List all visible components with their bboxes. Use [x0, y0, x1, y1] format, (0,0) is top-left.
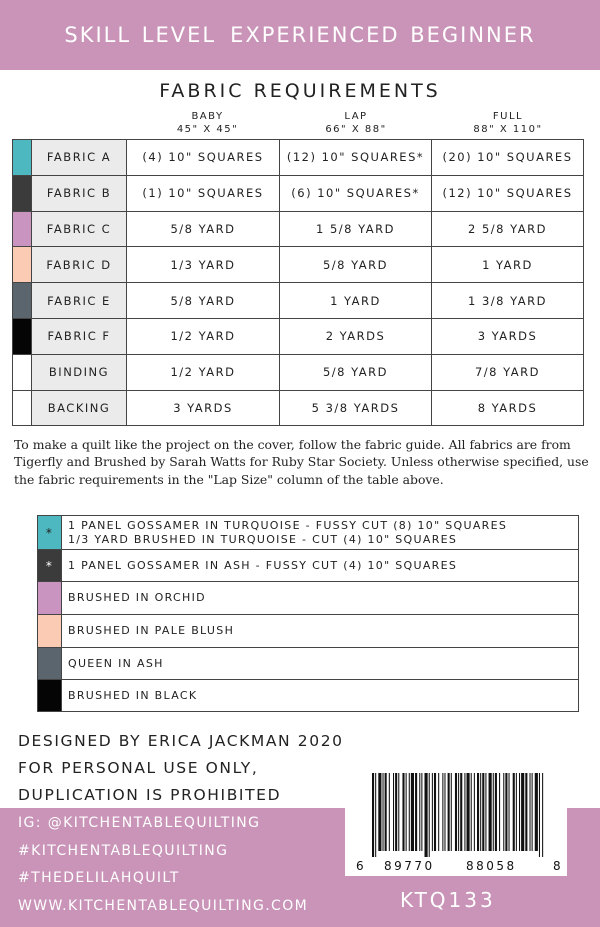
barcode-bar	[448, 773, 450, 851]
barcode-bar	[419, 773, 420, 851]
fabric-swatch	[13, 318, 32, 354]
barcode-bar	[372, 773, 374, 857]
lap-amount: 2 YARDS	[280, 318, 432, 354]
barcode-bar	[378, 773, 381, 851]
usage-line: FOR PERSONAL USE ONLY,	[18, 759, 259, 777]
barcode-bar	[499, 773, 500, 851]
barcode-bar	[406, 773, 407, 851]
barcode-digit-check: 8	[553, 859, 564, 873]
column-header-full	[432, 110, 584, 136]
barcode-bar	[432, 773, 433, 851]
fabric-description-line: 1/3 YARD BRUSHED IN TURQUOISE - CUT (4) 10" SQUARES	[68, 532, 458, 546]
barcode-bar	[485, 773, 486, 851]
barcode-bar	[539, 773, 540, 857]
fabric-description	[62, 516, 579, 550]
duplication-line: DUPLICATION IS PROHIBITED	[18, 786, 282, 804]
baby-amount: 5/8 YARD	[127, 211, 280, 247]
barcode-bar	[532, 773, 533, 851]
fabric-swatch	[38, 615, 62, 648]
full-amount: 3 YARDS	[432, 318, 584, 354]
fabric-requirements-title: FABRIC REQUIREMENTS	[159, 80, 441, 102]
fabric-label: BINDING	[32, 354, 127, 390]
barcode-bar	[467, 773, 470, 851]
fabric-guide-paragraph: To make a quilt like the project on the cover, follow the fabric guide. All fabrics are from Tigerfly and Brushed by Sarah Watts for Ruby Star Society. Unless otherwise specified, use the fabric requirements in the "Lap Size" column of the table above.	[14, 437, 589, 487]
designer-credits	[18, 728, 344, 809]
lap-amount: 5/8 YARD	[280, 247, 432, 283]
barcode-bar	[513, 773, 515, 851]
full-amount: 1 YARD	[432, 247, 584, 283]
column-header-baby	[131, 110, 284, 136]
fabric-label: FABRIC C	[32, 211, 127, 247]
barcode-bar	[464, 773, 465, 851]
baby-amount: 1/2 YARD	[127, 354, 280, 390]
baby-amount: (1) 10" SQUARES	[127, 175, 280, 211]
baby-amount: 3 YARDS	[127, 390, 280, 426]
barcode-bar	[383, 773, 384, 851]
barcode-bar	[503, 773, 504, 851]
barcode-bar	[389, 773, 390, 851]
hashtag-delilah: #THEDELILAHQUILT	[18, 870, 180, 886]
barcode-bar	[505, 773, 507, 851]
fabric-swatch	[38, 648, 62, 680]
fabric-description-line: QUEEN IN ASH	[68, 656, 164, 670]
lap-amount: (6) 10" SQUARES*	[280, 175, 432, 211]
barcode-bar	[495, 773, 497, 851]
barcode-digit-group-right: 88058	[466, 859, 517, 873]
column-header-lap	[280, 110, 432, 136]
requirement-row	[13, 175, 584, 211]
column-name: BABY	[191, 111, 224, 122]
skill-level-banner	[0, 0, 600, 70]
fabric-key-row	[38, 680, 579, 712]
barcode-bar	[429, 773, 430, 857]
barcode-bar	[385, 773, 387, 851]
full-amount: 7/8 YARD	[432, 354, 584, 390]
fabric-description	[62, 550, 579, 582]
website-link: WWW.KITCHENTABLEQUILTING.COM	[18, 897, 309, 914]
fabric-label: FABRIC F	[32, 318, 127, 354]
barcode-bar	[393, 773, 394, 851]
barcode-bar	[402, 773, 404, 851]
barcode-bar	[509, 773, 510, 851]
fabric-swatch	[13, 175, 32, 211]
barcode-bar	[444, 773, 445, 851]
lap-amount: (12) 10" SQUARES*	[280, 140, 432, 176]
product-code: KTQ133	[400, 888, 496, 912]
barcode-bar	[425, 773, 428, 857]
fabric-key-row	[38, 516, 579, 550]
barcode-bar	[525, 773, 527, 851]
barcode-bar	[493, 773, 494, 851]
barcode-bar	[442, 773, 443, 851]
requirement-row	[13, 140, 584, 176]
full-amount: 8 YARDS	[432, 390, 584, 426]
fabric-requirements-table	[12, 139, 584, 426]
barcode-bar	[516, 773, 517, 851]
column-size: 88" X 110"	[473, 124, 543, 135]
fabric-key-row	[38, 582, 579, 615]
column-name: LAP	[344, 111, 368, 122]
requirement-row	[13, 211, 584, 247]
baby-amount: 5/8 YARD	[127, 283, 280, 319]
fabric-swatch	[13, 354, 32, 390]
barcode-bar	[474, 773, 475, 851]
requirement-row	[13, 247, 584, 283]
full-amount: (12) 10" SQUARES	[432, 175, 584, 211]
fabric-description-line: 1 PANEL GOSSAMER IN ASH - FUSSY CUT (4) 10" SQUARES	[68, 558, 458, 572]
fabric-description	[62, 680, 579, 712]
fabric-swatch	[13, 140, 32, 176]
barcode-bar	[530, 773, 531, 851]
fabric-key-table	[37, 515, 579, 712]
fabric-description-line: 1 PANEL GOSSAMER IN TURQUOISE - FUSSY CUT (8) 10" SQUARES	[68, 518, 508, 532]
fabric-label: FABRIC B	[32, 175, 127, 211]
full-amount: 1 3/8 YARD	[432, 283, 584, 319]
lap-amount: 5/8 YARD	[280, 354, 432, 390]
fabric-key-row	[38, 550, 579, 582]
lap-amount: 5 3/8 YARDS	[280, 390, 432, 426]
barcode-digit-group-left: 89770	[384, 859, 435, 873]
skill-level-label: SKILL LEVEL	[64, 23, 217, 47]
fabric-swatch	[13, 247, 32, 283]
fabric-key-row	[38, 648, 579, 680]
barcode-bar	[398, 773, 399, 851]
barcode-bar	[460, 773, 462, 851]
barcode-bar	[415, 773, 417, 851]
fabric-label: FABRIC A	[32, 140, 127, 176]
barcode-bar	[451, 773, 452, 851]
barcode-bar	[480, 773, 481, 851]
barcode-bar	[521, 773, 524, 851]
barcode-bar	[489, 773, 492, 851]
baby-amount: 1/2 YARD	[127, 318, 280, 354]
barcode-bar	[411, 773, 414, 851]
barcode-digit-lead: 6	[356, 859, 367, 873]
fabric-swatch	[38, 582, 62, 615]
barcode-bar	[409, 773, 410, 851]
fabric-swatch	[13, 390, 32, 426]
fabric-description-line: BRUSHED IN BLACK	[68, 688, 198, 702]
skill-level-value: EXPERIENCED BEGINNER	[230, 23, 536, 47]
requirement-row	[13, 283, 584, 319]
barcode-bar	[421, 773, 422, 851]
fabric-key-row	[38, 615, 579, 648]
fabric-swatch	[13, 283, 32, 319]
column-size: 45" X 45"	[176, 124, 239, 135]
full-amount: (20) 10" SQUARES	[432, 140, 584, 176]
requirement-row	[13, 354, 584, 390]
fabric-swatch: *	[38, 516, 62, 550]
hashtag-kitchentable: #KITCHENTABLEQUILTING	[18, 842, 229, 859]
requirement-row	[13, 390, 584, 426]
fabric-description	[62, 615, 579, 648]
instagram-handle: IG: @KITCHENTABLEQUILTING	[18, 815, 261, 831]
barcode-bar	[477, 773, 479, 851]
fabric-description	[62, 648, 579, 680]
barcode-bar	[395, 773, 397, 851]
fabric-label: FABRIC E	[32, 283, 127, 319]
column-name: FULL	[492, 111, 524, 122]
barcode-bar	[535, 773, 538, 851]
fabric-description	[62, 582, 579, 615]
lap-amount: 1 YARD	[280, 283, 432, 319]
barcode-icon	[372, 773, 547, 857]
barcode-bar	[455, 773, 457, 851]
barcode-bar	[434, 773, 436, 851]
barcode-bar	[519, 773, 520, 851]
full-amount: 2 5/8 YARD	[432, 211, 584, 247]
fabric-label: FABRIC D	[32, 247, 127, 283]
barcode-bar	[375, 773, 376, 857]
footer-links	[18, 810, 308, 920]
fabric-description-line: BRUSHED IN ORCHID	[68, 591, 206, 604]
fabric-swatch	[13, 211, 32, 247]
fabric-description-line: BRUSHED IN PALE BLUSH	[68, 624, 235, 637]
barcode-bar	[542, 773, 543, 857]
designer-line: DESIGNED BY ERICA JACKMAN 2020	[18, 732, 344, 750]
requirement-row	[13, 318, 584, 354]
lap-amount: 1 5/8 YARD	[280, 211, 432, 247]
barcode-bar	[482, 773, 484, 851]
fabric-swatch: *	[38, 550, 62, 582]
fabric-label: BACKING	[32, 390, 127, 426]
barcode-bar	[438, 773, 439, 851]
baby-amount: (4) 10" SQUARES	[127, 140, 280, 176]
barcode-bar	[471, 773, 472, 851]
baby-amount: 1/3 YARD	[127, 247, 280, 283]
fabric-swatch	[38, 680, 62, 712]
column-size: 66" X 88"	[325, 124, 387, 135]
barcode-bar	[458, 773, 459, 851]
